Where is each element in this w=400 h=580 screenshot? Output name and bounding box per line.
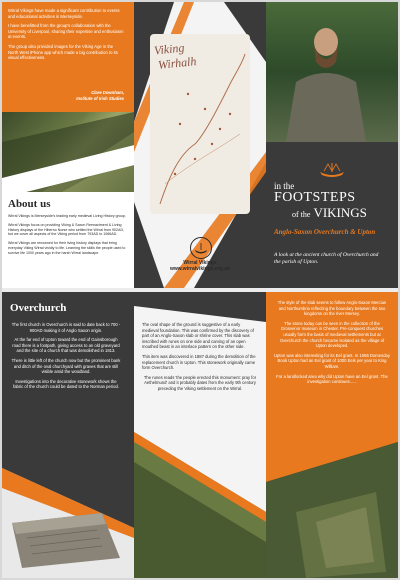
about-paragraph: Wirral Vikings focus on providing Viking & Saxon Reenactment & Living History displays of the Hiberno Norse who settled the Wirral from 902AD, but we cover all aspects of the Viking period from 793AD to 1066AD. bbox=[8, 222, 125, 237]
title-vikings: VIKINGS bbox=[313, 205, 367, 220]
overchurch-panel bbox=[2, 292, 134, 578]
testimonial-box bbox=[2, 2, 134, 118]
testimonial-paragraph: The group also provided images for the Viking Age in the North West iPhone app which made a big contribution to its visual effectiveness. bbox=[8, 43, 118, 61]
about-panel bbox=[2, 2, 134, 288]
rune-slab-panel bbox=[134, 292, 266, 578]
slab-paragraph: This item was discovered in 1887 during the demolition of the replacement church in Upton. This stonework originally came form Overchurch. bbox=[142, 353, 256, 371]
overchurch-paragraph: At the far end of Upton toward the end of Gainsborough road there is a footpath, giving access to an old graveyard and the site of a church that was demolished in 1813. bbox=[12, 337, 120, 354]
overchurch-title: Overchurch bbox=[10, 302, 67, 314]
map-title-2: Wirhalh bbox=[157, 54, 198, 72]
map-title-1: Viking bbox=[153, 40, 186, 58]
testimonial-paragraph: Wirral Vikings have made a significant contribution to events and educational activities in Merseyside. bbox=[8, 8, 120, 19]
eel-paragraph: Upton was also interesting for its Eel grant. In 1086 Domesday Book Upton had an Eel grant of 1000 Eels per year to King William. bbox=[274, 352, 390, 369]
eel-paragraph: For a landlocked area why did Upton have an Eel grant. The investigation continues...... bbox=[276, 373, 388, 385]
overchurch-paragraph: The first church in Overchurch is said to date back to 700 - 900AD making it of Anglo Saxon origin. bbox=[11, 322, 121, 333]
eel-paragraph: The style of the slab seems to follow Anglo-Saxon Mercian and Northumbria reflecting the boundary between the two kingdoms on the river Mersey. bbox=[277, 300, 387, 317]
org-name: Wirral Vikings bbox=[183, 260, 217, 266]
about-paragraph: Wirral Vikings are renowned for their living history displays that bring everyday Viking Wirral vividly to life. Learning the skills the people used to survive life 1000 years ago in the harsh Wirral landscape. bbox=[8, 241, 126, 255]
quote-affiliation: Institute of Irish Studies bbox=[76, 95, 124, 101]
quote-author: Clare Downham, bbox=[91, 90, 124, 95]
cover-description: A look at the ancient church of Overchurch and the parish of Upton. bbox=[274, 252, 379, 265]
website-link[interactable]: www.wirralvikings.org.uk bbox=[169, 266, 231, 272]
reenactor-figure bbox=[266, 2, 398, 142]
testimonial-paragraph: I have benefitted from the group's collaboration with the University of Liverpool, sharing their expertise and enthusiasm at events. bbox=[8, 23, 124, 40]
longship-icon bbox=[191, 238, 211, 258]
longship-orange-icon bbox=[318, 162, 346, 178]
ship-logo-icon bbox=[190, 237, 212, 259]
viking-map bbox=[150, 34, 250, 214]
reenactor-photo bbox=[266, 2, 398, 142]
eel-grant-panel bbox=[266, 292, 398, 578]
runestone-photo bbox=[2, 468, 134, 578]
cover-subtitle: Anglo-Saxon Overchurch & Upton bbox=[274, 228, 376, 236]
overchurch-paragraph: There is little left of the church now but the prominent bank and ditch of the oval churchyard with graves that are still visible amid the woodland. bbox=[11, 357, 121, 375]
slab-paragraph: The oval shape of the ground is suggestive of a early medieval foundation. This was confirmed by the discovery of part of an Anglo-Saxon slab or shrine cover. This slab was inscribed with runes on one side and carving of an open mouthed beast in an interlace pattern on the other side. bbox=[142, 322, 254, 350]
title-in-the: in the bbox=[274, 181, 295, 191]
map-panel bbox=[134, 2, 266, 288]
title-of-the: of the bbox=[292, 210, 311, 219]
about-title: About us bbox=[8, 198, 51, 210]
overchurch-paragraph: Investigations into the decorative stonework shows the fabric of the church could be dated to the Norman period. bbox=[13, 378, 119, 390]
title-footsteps: FOOTSTEPS bbox=[274, 190, 356, 205]
brochure-spread bbox=[2, 2, 398, 578]
about-paragraph: Wirral Vikings is Merseyside's leading early medieval Living History group. bbox=[8, 214, 126, 218]
cover-panel bbox=[266, 2, 398, 288]
slab-paragraph: The runes reads 'the people erected this monument: pray for Aethelmund' and it probably dates from the early 9th century preceding the Viking settlement on the Wirral. bbox=[143, 374, 257, 391]
eel-paragraph: The stone today can be seen in the collection of the Grosvenor museum in Chester. Pre-conquest churches usually form the basis of medieval settlements but at Overchurch the church became isolated as the village of Upton developed. bbox=[279, 320, 385, 349]
